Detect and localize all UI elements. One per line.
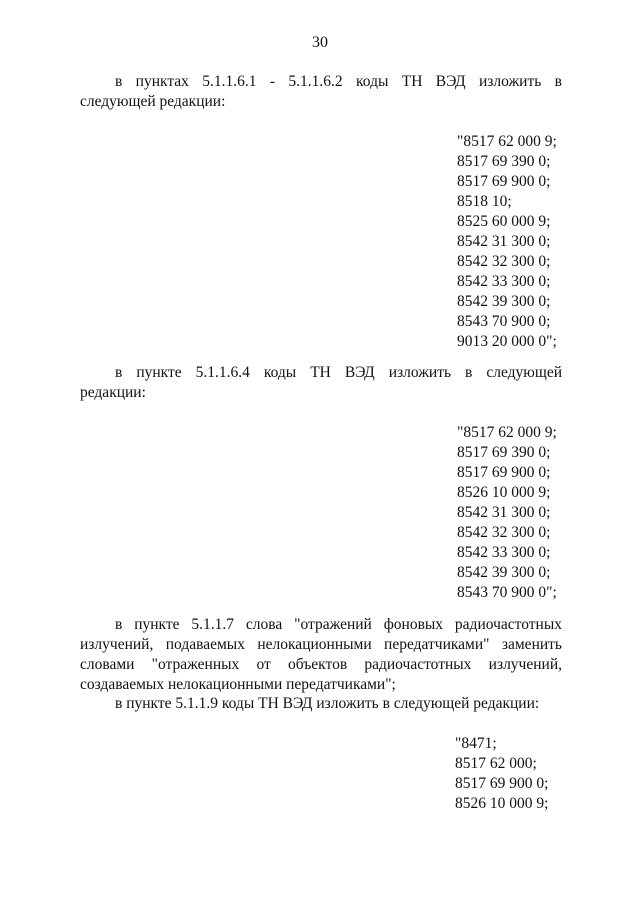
code-item: 8542 31 300 0; (457, 504, 551, 521)
code-item: 8542 32 300 0; (457, 524, 551, 541)
code-item: 8526 10 000 9; (455, 795, 549, 812)
paragraph-line: в пункте 5.1.1.6.4 коды ТН ВЭД изложить в следующей (115, 364, 562, 381)
page-number: 30 (312, 34, 328, 51)
code-item: 8517 69 900 0; (457, 464, 551, 481)
paragraph-line: излучений, подаваемых нелокационными передатчиками" заменить (80, 636, 562, 653)
paragraph-5-1-1-6-4 (80, 363, 562, 403)
code-item: 8542 32 300 0; (457, 253, 551, 270)
paragraph-5-1-1-6-1 (80, 72, 562, 112)
code-item: 8542 31 300 0; (457, 233, 551, 250)
paragraph-line: в пункте 5.1.1.7 слова "отражений фоновых радиочастотных (115, 616, 562, 633)
paragraph-5-1-1-9 (80, 694, 562, 714)
code-item: 8517 69 900 0; (455, 775, 549, 792)
paragraph-line: в пунктах 5.1.1.6.1 - 5.1.1.6.2 коды ТН ВЭД изложить в (115, 73, 562, 90)
code-item: 8526 10 000 9; (457, 484, 551, 501)
code-item: 8542 39 300 0; (457, 564, 551, 581)
code-item: 8517 69 390 0; (457, 444, 551, 461)
paragraph-line: редакции: (80, 384, 146, 401)
paragraph-line: следующей редакции: (80, 93, 226, 110)
code-item: 8542 39 300 0; (457, 293, 551, 310)
code-item: 8542 33 300 0; (457, 544, 551, 561)
codes-list (457, 423, 557, 603)
paragraph-line: в пункте 5.1.1.9 коды ТН ВЭД изложить в следующей редакции: (115, 695, 540, 712)
paragraph-line: создаваемых нелокационными передатчиками"; (80, 676, 396, 693)
code-item: 8517 69 390 0; (457, 153, 551, 170)
code-item: "8471; (455, 735, 497, 752)
code-item: 8542 33 300 0; (457, 273, 551, 290)
code-item: 8543 70 900 0; (457, 313, 551, 330)
paragraph-line: словами "отраженных от объектов радиочастотных излучений, (80, 656, 562, 673)
code-item: 8525 60 000 9; (457, 213, 551, 230)
codes-list (455, 734, 548, 814)
codes-list (457, 132, 557, 352)
paragraph-5-1-1-7 (80, 615, 562, 695)
code-item: 9013 20 000 0"; (457, 333, 557, 350)
code-item: 8518 10; (457, 193, 512, 210)
code-item: 8517 62 000; (455, 755, 537, 772)
code-item: 8517 69 900 0; (457, 173, 551, 190)
code-item: "8517 62 000 9; (457, 424, 557, 441)
code-item: "8517 62 000 9; (457, 133, 557, 150)
code-item: 8543 70 900 0"; (457, 584, 557, 601)
